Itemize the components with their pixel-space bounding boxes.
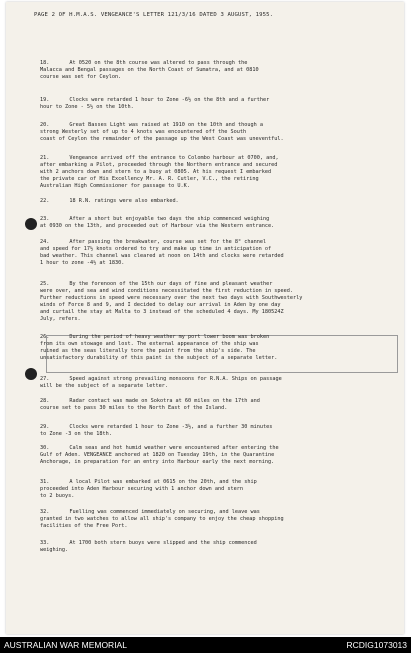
paragraph-number: 23. [40,216,50,222]
paragraph-number: 19. [40,97,50,103]
paragraph-line: to Zone -3 on the 18th. [40,430,112,437]
paragraph-line: Malacca and Bengal passages on the North Coast of Sumatra, and at 0810 [40,66,259,73]
paragraph-number: 26. [40,334,50,340]
paragraph-number: 30. [40,445,50,451]
paragraph [40,239,385,267]
paragraph-line: course was set for Ceylon. [40,73,122,80]
paragraph-line: unsatisfactory durability of this paint is the subject of a separate letter. [40,354,278,361]
paragraph-line: hour to Zone - 5½ on the 10th. [40,103,134,110]
paragraph [40,216,385,230]
paragraph-line: By the forenoon of the 15th our days of fine and pleasant weather [69,281,273,287]
paragraph-line: A local Pilot was embarked at 0615 on the 20th, and the ship [69,479,257,485]
paragraph [40,198,385,205]
paragraph-number: 31. [40,479,50,485]
paragraph-line: 1 hour to zone -4½ at 1830. [40,259,125,266]
paragraph-line: Great Basses Light was raised at 1910 on the 10th and though a [69,122,264,128]
paragraph [40,334,385,362]
paragraph [40,281,385,322]
paragraph-number: 22. [40,198,50,204]
paragraph [40,398,385,412]
paragraph-number: 33. [40,540,50,546]
paragraph-line: Gulf of Aden. VENGEANCE anchored at 1820 on Tuesday 19th, in the Quarantine [40,451,275,458]
page-header: PAGE 2 OF H.M.A.S. VENGEANCE'S LETTER 121/3/16 DATED 3 AUGUST, 1955. [34,12,274,18]
paragraph [40,97,385,111]
paragraph-line: At 0520 on the 8th course was altered to pass through the [69,60,248,66]
paragraph-line: from its own stowage and lost. The external appearance of the ship was [40,340,259,347]
paragraph-line: winds of Force 8 and 9, and I decided to delay our arrival in Aden by one day [40,301,281,308]
paragraph-line: Anchorage, in preparation for an entry into Harbour early the next morning. [40,458,275,465]
paragraph [40,424,385,438]
paragraph-number: 28. [40,398,50,404]
paragraph [40,60,385,81]
paragraph-line: After passing the breakwater, course was set for the 8° channel [69,239,267,245]
paragraph-line: to 2 buoys. [40,492,75,499]
paragraph-line: will be the subject of a separate letter. [40,382,169,389]
paragraph-line: At 1700 both stern buoys were slipped and the ship commenced [69,540,257,546]
paragraph-number: 21. [40,155,50,161]
paragraph-line: coast of Ceylon the remainder of the passage up the West Coast was uneventful. [40,135,284,142]
paragraph-line: Vengeance arrived off the entrance to Colombo harbour at 0700, and, [69,155,279,161]
paragraph [40,155,385,190]
paragraph-line: course set to pass 30 miles to the North East of the Island. [40,404,228,411]
paragraph-line: strong Westerly set of up to 4 knots was encountered off the South [40,128,247,135]
paragraph-line: proceeded into Aden Harbour securing with 1 anchor down and stern [40,485,244,492]
paragraph [40,445,385,466]
paragraph-line: and speed for 17½ knots ordered to try and make up time in anticipation of [40,245,272,252]
paragraph-line: Australian High Commissioner for passage to U.K. [40,182,190,189]
paragraph-number: 29. [40,424,50,430]
paragraph [40,540,385,554]
paragraph-line: 18 R.N. ratings were also embarked. [69,198,179,204]
paragraph-line: were over, and sea and wind conditions necessitated the first reduction in speed. [40,287,293,294]
paragraph-line: with 2 anchors down and stern to a buoy at 0805. At his request I embarked [40,168,272,175]
paragraph-line: facilities of the Free Port. [40,522,128,529]
paragraph-line: After a short but enjoyable two days the ship commenced weighing [69,216,270,222]
paragraph-line: Fuelling was commenced immediately on securing, and leave was [69,509,260,515]
paragraph-line: Further reductions in speed were necessary over the next two days with Southwesterly [40,294,303,301]
paragraph-line: weighing. [40,546,69,553]
paragraph-line: Speed against strong prevailing monsoons for R.N.A. Ships on passage [69,376,282,382]
paragraph-line: at 0930 on the 13th, and proceeded out of Harbour via the Western entrance. [40,222,275,229]
footer-source: AUSTRALIAN WAR MEMORIAL [4,640,127,650]
paragraph-line: July, refers. [40,315,81,322]
paragraph [40,509,385,530]
paragraph-line: ruined as the seas literally tore the paint from the ship's side. The [40,347,256,354]
paragraph-line: the private car of His Excellency Mr. A. R. Cutler, V.C., the retiring [40,175,259,182]
paragraph-number: 32. [40,509,50,515]
paragraph-number: 24. [40,239,50,245]
paragraph-line: Calm seas and hot humid weather were encountered after entering the [69,445,279,451]
paragraph-line: and curtail the stay at Malta to 3 instead of the scheduled 4 days. My 180524Z [40,308,284,315]
paragraph [40,122,385,143]
paragraph-line: Clocks were retarded 1 hour to Zone -6½ on the 8th and a further [69,97,270,103]
paragraph-number: 27. [40,376,50,382]
paragraph [40,376,385,390]
paragraph-number: 20. [40,122,50,128]
paragraph-line: Clocks were retarded 1 hour to Zone -3½, and a further 30 minutes [69,424,273,430]
punch-hole-top [25,218,37,230]
paragraph-line: Radar contact was made on Sokotra at 60 miles on the 17th and [69,398,260,404]
paragraph-number: 18. [40,60,50,66]
paragraph-line: bad weather. This channel was cleared at noon on 14th and clocks were retarded [40,252,284,259]
archive-footer [0,637,411,653]
paragraph [40,479,385,500]
paragraph-line: granted in two watches to allow all ship's company to enjoy the cheap shopping [40,515,284,522]
paragraph-line: During the period of heavy weather my port lower boom was broken [69,334,270,340]
paragraph-line: after embarking a Pilot, proceeded through the Northern entrance and secured [40,161,278,168]
footer-reference: RCDIG1073013 [346,640,407,650]
paragraph-number: 25. [40,281,50,287]
punch-hole-bottom [25,368,37,380]
